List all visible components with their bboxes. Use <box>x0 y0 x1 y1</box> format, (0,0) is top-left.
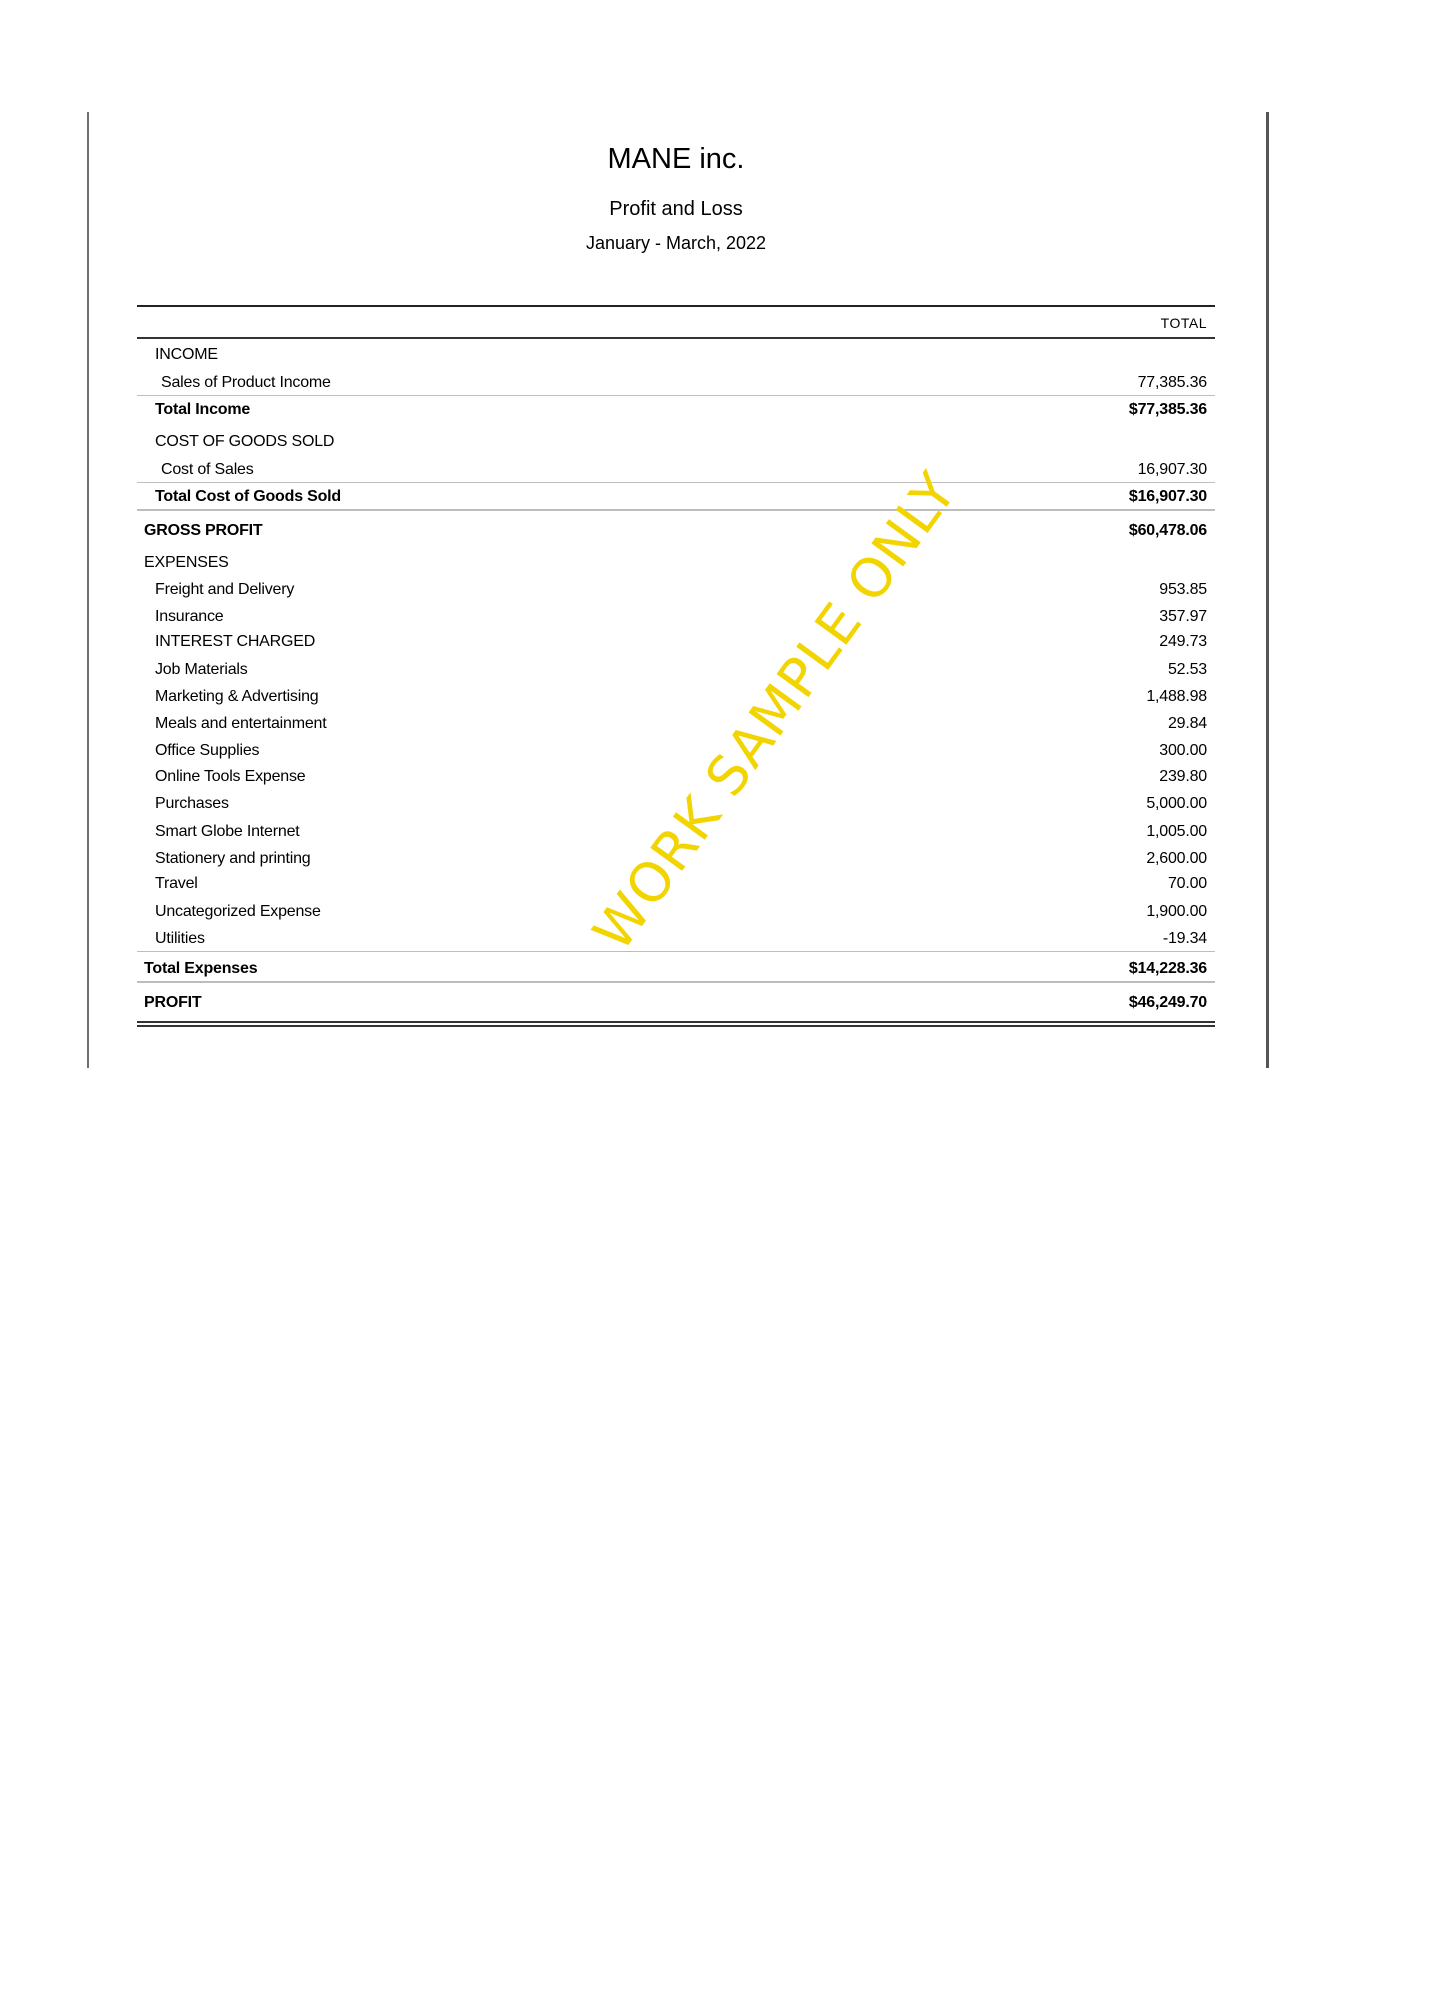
row-amount: 2,600.00 <box>1146 850 1207 867</box>
row-label: Stationery and printing <box>155 850 311 867</box>
row-amount: 1,005.00 <box>1146 823 1207 840</box>
row-amount: $60,478.06 <box>1128 522 1207 539</box>
table-row <box>137 339 1215 367</box>
table-row <box>137 682 1215 709</box>
row-label: Total Cost of Goods Sold <box>155 488 341 505</box>
profit-loss-table <box>137 305 1215 1027</box>
row-label: Total Expenses <box>144 960 258 977</box>
row-amount: 77,385.36 <box>1137 374 1207 391</box>
row-label: Office Supplies <box>155 742 260 759</box>
row-label: Utilities <box>155 930 205 947</box>
column-header-total: TOTAL <box>1160 315 1207 331</box>
table-row <box>137 981 1215 1015</box>
table-row <box>137 602 1215 629</box>
company-name: MANE inc. <box>607 143 745 175</box>
row-label: Smart Globe Internet <box>155 823 300 840</box>
table-row <box>137 951 1215 981</box>
row-label: Meals and entertainment <box>155 715 327 732</box>
row-amount: 300.00 <box>1159 742 1207 759</box>
row-amount: 239.80 <box>1159 768 1207 785</box>
table-row <box>137 736 1215 763</box>
row-label: Insurance <box>155 608 224 625</box>
row-amount: 5,000.00 <box>1146 795 1207 812</box>
row-label: Online Tools Expense <box>155 768 306 785</box>
row-amount: 249.73 <box>1159 633 1207 650</box>
row-label: Total Income <box>155 401 251 418</box>
row-label: Sales of Product Income <box>161 374 331 391</box>
watermark: WORK SAMPLE ONLY <box>580 460 970 963</box>
row-amount: 16,907.30 <box>1137 461 1207 478</box>
row-amount: $77,385.36 <box>1128 401 1207 418</box>
table-row <box>137 482 1215 509</box>
row-amount: 70.00 <box>1167 875 1207 892</box>
row-amount: 29.84 <box>1167 715 1207 732</box>
page-border-left <box>87 112 89 1068</box>
row-amount: 1,488.98 <box>1146 688 1207 705</box>
table-row <box>137 629 1215 654</box>
row-label: Travel <box>155 875 198 892</box>
table-row <box>137 709 1215 736</box>
table-row <box>137 575 1215 602</box>
row-label: COST OF GOODS SOLD <box>155 433 335 450</box>
row-amount: 953.85 <box>1159 581 1207 598</box>
report-period: January - March, 2022 <box>585 233 767 253</box>
row-label: Uncategorized Expense <box>155 903 321 920</box>
column-header-row <box>137 307 1215 339</box>
row-label: Cost of Sales <box>161 461 254 478</box>
row-label: GROSS PROFIT <box>144 522 263 539</box>
page-border-right <box>1266 112 1269 1068</box>
table-row <box>137 763 1215 789</box>
row-amount: 52.53 <box>1167 661 1207 678</box>
table-row <box>137 654 1215 682</box>
table-row <box>137 543 1215 575</box>
row-label: Job Materials <box>155 661 248 678</box>
table-row <box>137 454 1215 482</box>
row-amount: $46,249.70 <box>1128 994 1207 1011</box>
table-bottom-double-rule <box>137 1025 1215 1027</box>
row-label: EXPENSES <box>144 554 229 571</box>
table-row <box>137 395 1215 422</box>
row-amount: 357.97 <box>1159 608 1207 625</box>
table-row <box>137 924 1215 951</box>
row-label: Purchases <box>155 795 229 812</box>
table-row <box>137 509 1215 543</box>
row-label: Marketing & Advertising <box>155 688 319 705</box>
table-bottom-rule <box>137 1021 1215 1023</box>
row-amount: -19.34 <box>1162 930 1207 947</box>
table-body <box>137 339 1215 1015</box>
report-title: Profit and Loss <box>609 198 743 220</box>
row-amount: $14,228.36 <box>1128 960 1207 977</box>
row-amount: $16,907.30 <box>1128 488 1207 505</box>
row-label: INTEREST CHARGED <box>155 633 316 650</box>
row-label: PROFIT <box>144 994 202 1011</box>
table-row <box>137 367 1215 395</box>
row-label: INCOME <box>155 346 218 363</box>
row-label: Freight and Delivery <box>155 581 295 598</box>
table-row <box>137 422 1215 454</box>
row-amount: 1,900.00 <box>1146 903 1207 920</box>
